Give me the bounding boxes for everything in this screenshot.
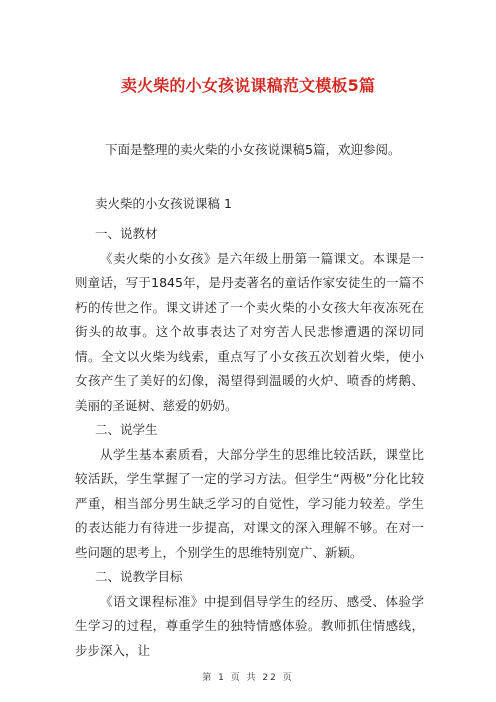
- paragraph-teaching-goals: 《语文课程标准》中提到倡导学生的经历、感受、体验学生学习的过程，尊重学生的独特情感体验。教师抓住情感线，步步深入，让: [75, 593, 424, 658]
- document-body: [75, 222, 424, 663]
- section-title: 卖火柴的小女孩说课稿 1: [95, 196, 232, 211]
- heading-teaching-material: 一、说教材: [95, 226, 158, 241]
- heading-students: 二、说学生: [95, 422, 158, 437]
- paragraph-teaching-material: 《卖火柴的小女孩》是六年级上册第一篇课文。本课是一则童话，写于1845年，是丹麦著名的童话作家安徒生的一篇不朽的传世之作。课文讲述了一个卖火柴的小女孩大年夜冻死在街头的故事。这个故事表达了对穷苦人民悲惨遭遇的深切同情。全文以火柴为线索，重点写了小女孩五次划着火柴，使小女孩产生了美好的幻像，渴望得到温暖的火炉、喷香的烤鹅、美丽的圣诞树、慈爱的奶奶。: [75, 250, 424, 413]
- heading-teaching-goals: 二、说教学目标: [95, 569, 183, 584]
- paragraph-students: 从学生基本素质看，大部分学生的思维比较活跃，课堂比较活跃，学生掌握了一定的学习方法。但学生“两极”分化比较严重，相当部分男生缺乏学习的自觉性，学习能力较差。学生的表达能力有待进一步提高，对课文的深入理解不够。在对一些问题的思考上，个别学生的思维特别宽广、新颖。: [75, 446, 424, 560]
- intro-text: 下面是整理的卖火柴的小女孩说课稿5篇，欢迎参阅。: [105, 142, 401, 157]
- page-footer: 第 1 页 共 22 页: [202, 673, 294, 683]
- document-title: 卖火柴的小女孩说课稿范文模板5篇: [120, 76, 376, 95]
